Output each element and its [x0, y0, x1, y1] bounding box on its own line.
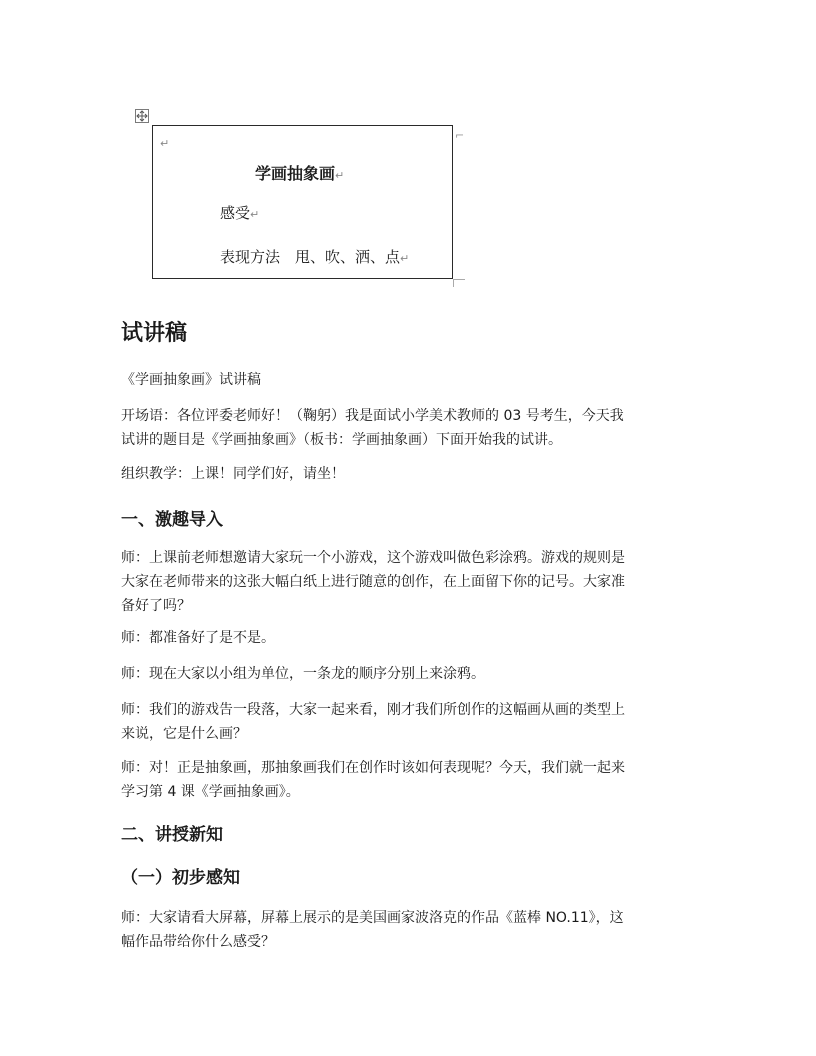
section1-paragraph-2: 师：都准备好了是不是。 — [121, 630, 275, 646]
row-end-mark: ⌐ — [455, 129, 465, 142]
section1-paragraph-4: 师：我们的游戏告一段落，大家一起来看，刚才我们所创作的这幅画从画的类型上 来说，它是什么画？ — [121, 702, 625, 742]
page-title: 试讲稿 — [121, 321, 188, 346]
organize-paragraph: 组织教学：上课！同学们好，请坐！ — [121, 466, 345, 482]
section1-paragraph-3: 师：现在大家以小组为单位，一条龙的顺序分别上来涂鸦。 — [121, 666, 485, 682]
section1-paragraph-1: 师：上课前老师想邀请大家玩一个小游戏，这个游戏叫做色彩涂鸦。游戏的规则是 大家在老师带来的这张大幅白纸上进行随意的创作，在上面留下你的记号。大家准 备好了吗？ — [121, 550, 625, 614]
move-arrows-icon — [136, 110, 148, 122]
section2-paragraph-1: 师：大家请看大屏幕，屏幕上展示的是美国画家波洛克的作品《蓝棒 NO.11》，这 幅作品带给你什么感受？ — [121, 910, 624, 950]
opening-paragraph: 开场语：各位评委老师好！（鞠躬）我是面试小学美术教师的 03 号考生，今天我 试讲的题目是《学画抽象画》（板书：学画抽象画）下面开始我的试讲。 — [121, 408, 624, 448]
table-move-handle[interactable] — [135, 109, 149, 123]
table-resize-handle[interactable] — [453, 279, 465, 287]
paragraph-mark: ↵ — [160, 137, 170, 150]
board-line-methods: 表现方法 甩、吹、洒、点↵ — [220, 248, 410, 266]
board-line-feel: 感受↵ — [220, 204, 260, 222]
section1-paragraph-5: 师：对！正是抽象画，那抽象画我们在创作时该如何表现呢？今天，我们就一起来 学习第 4 课《学画抽象画》。 — [121, 760, 625, 800]
board-title: 学画抽象画↵ — [255, 164, 345, 183]
subsection-heading-2-1: （一）初步感知 — [121, 868, 240, 888]
doc-subtitle: 《学画抽象画》试讲稿 — [121, 372, 261, 388]
section-heading-1: 一、激趣导入 — [121, 510, 223, 530]
section-heading-2: 二、讲授新知 — [121, 825, 223, 845]
